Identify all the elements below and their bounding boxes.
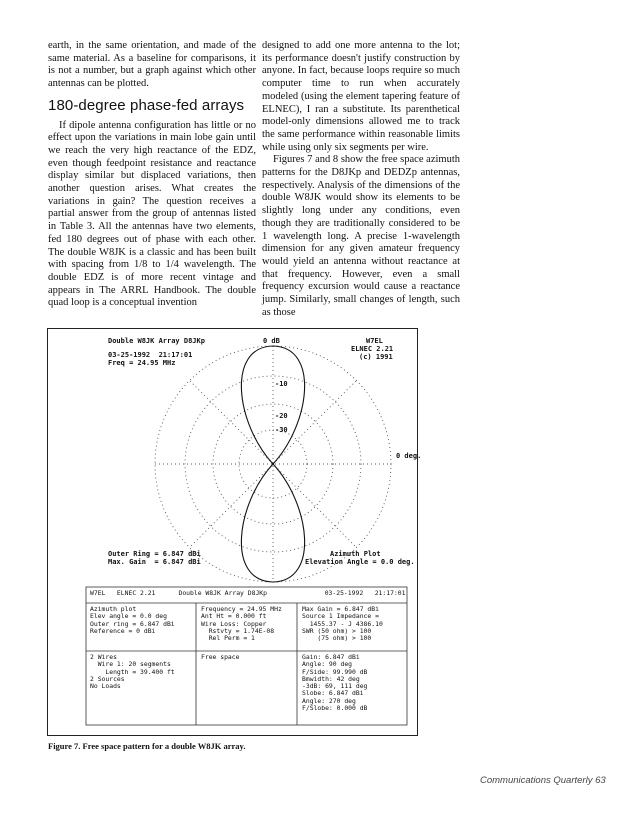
left-paragraph-1: earth, in the same orientation, and made of the same material. As a baseline for comparisons, it is not a number, but a graph against which other antennas can be plotted. xyxy=(48,40,256,90)
ring-label-0db: 0 dB xyxy=(263,337,280,345)
table-environment: Free space xyxy=(201,653,240,661)
page-footer: Communications Quarterly 63 xyxy=(480,775,606,786)
figure-caption: Figure 7. Free space pattern for a double W8JK array. xyxy=(48,741,246,751)
table-frequency-settings: Frequency = 24.95 MHz Ant Ht = 0.000 ft Wire Loss: Copper Rstvty = 1.74E-08 Rel Perm = 1 xyxy=(201,605,282,643)
azimuth-plot xyxy=(48,329,417,579)
right-paragraph-1: designed to add one more antenna to the lot; its performance doesn't justify construction by anyone. In fact, because loops require so much computer time to run when accurately modeled (using the element tapering feature of ELNEC), I ran a substitute. Its parenthetical model-only dimensions allowed me to track the same performance within reasonable limits while using only six segments per wire. xyxy=(262,40,460,153)
figure-7 xyxy=(47,328,422,736)
plot-type-label: Azimuth Plot xyxy=(330,550,381,558)
table-gain-impedance: Max Gain = 6.847 dBi Source 1 Impedance = 1455.37 - J 4386.10 SWR (50 ohm) > 100 (75 ohm) > 100 xyxy=(302,605,383,643)
right-column xyxy=(262,40,460,319)
left-paragraph-2: If dipole antenna configuration has little or no effect upon the variations in main lobe gain until we reach the very high reactance of the EDZ, even though feedpoint resistance and reactance display similar but displaced variations, then another question arises. What creates the variations in gain? The question receives a partial answer from the group of antennas listed in Table 3. All the antennas have two elements, fed 180 degrees out of phase with each other. The double W8JK is a classic and has been built with spacing from 1/8 to 1/4 wavelength. The double EDZ is of more recent vintage and appears in The ARRL Handbook. The double quad loop is a conceptual invention xyxy=(48,119,256,309)
plot-callsign: W7EL xyxy=(366,337,383,345)
plot-frequency: Freq = 24.95 MHz xyxy=(108,359,176,367)
plot-datetime: 03-25-1992 21:17:01 xyxy=(108,351,193,359)
table-pattern-results: Gain: 6.847 dBi Angle: 90 deg F/Side: 99.990 dB Bmwidth: 42 deg -3dB: 69, 111 deg Slobe: 6.847 dBi Angle: 270 deg F/Slobe: 0.000 dB xyxy=(302,653,368,713)
plot-copyright: (c) 1991 xyxy=(359,353,393,361)
elevation-label: Elevation Angle = 0.0 deg. xyxy=(305,558,415,566)
max-gain-value: Max. Gain = 6.847 dBi xyxy=(108,558,201,566)
plot-title: Double W8JK Array D8JKp xyxy=(108,337,205,345)
ring-label-20db: -20 xyxy=(275,412,288,420)
outer-ring-value: Outer Ring = 6.847 dBi xyxy=(108,550,201,558)
ring-label-10db: -10 xyxy=(275,380,288,388)
plot-program: ELNEC 2.21 xyxy=(351,345,394,353)
right-paragraph-2: Figures 7 and 8 show the free space azimuth patterns for the D8JKp and DEDZp antennas, respectively. Analysis of the dimensions of the double W8JK would show its elements to be slightly long under any conditions, even though they are traditionally considered to be 1 wavelength long. A precise 1-wavelength dimension for any given amateur frequency would yield an antenna without reactance at that frequency. However, even a small frequency excursion would cause a reactance jump. Similarly, small changes of length, such as those xyxy=(262,154,460,318)
angle-label: 0 deg. xyxy=(396,452,422,460)
table-header: W7EL ELNEC 2.21 Double W8JK Array D8JKp 03-25-1992 21:17:01 xyxy=(90,589,406,597)
left-column xyxy=(48,40,256,310)
section-heading: 180-degree phase-fed arrays xyxy=(48,96,245,114)
ring-label-30db: -30 xyxy=(275,426,288,434)
table-wire-info: 2 Wires Wire 1: 20 segments Length = 39.400 ft 2 Sources No Loads xyxy=(90,653,175,691)
table-plot-settings: Azimuth plot Elev angle = 0.0 deg Outer ring = 6.847 dBi Reference = 0 dBi xyxy=(90,605,175,635)
